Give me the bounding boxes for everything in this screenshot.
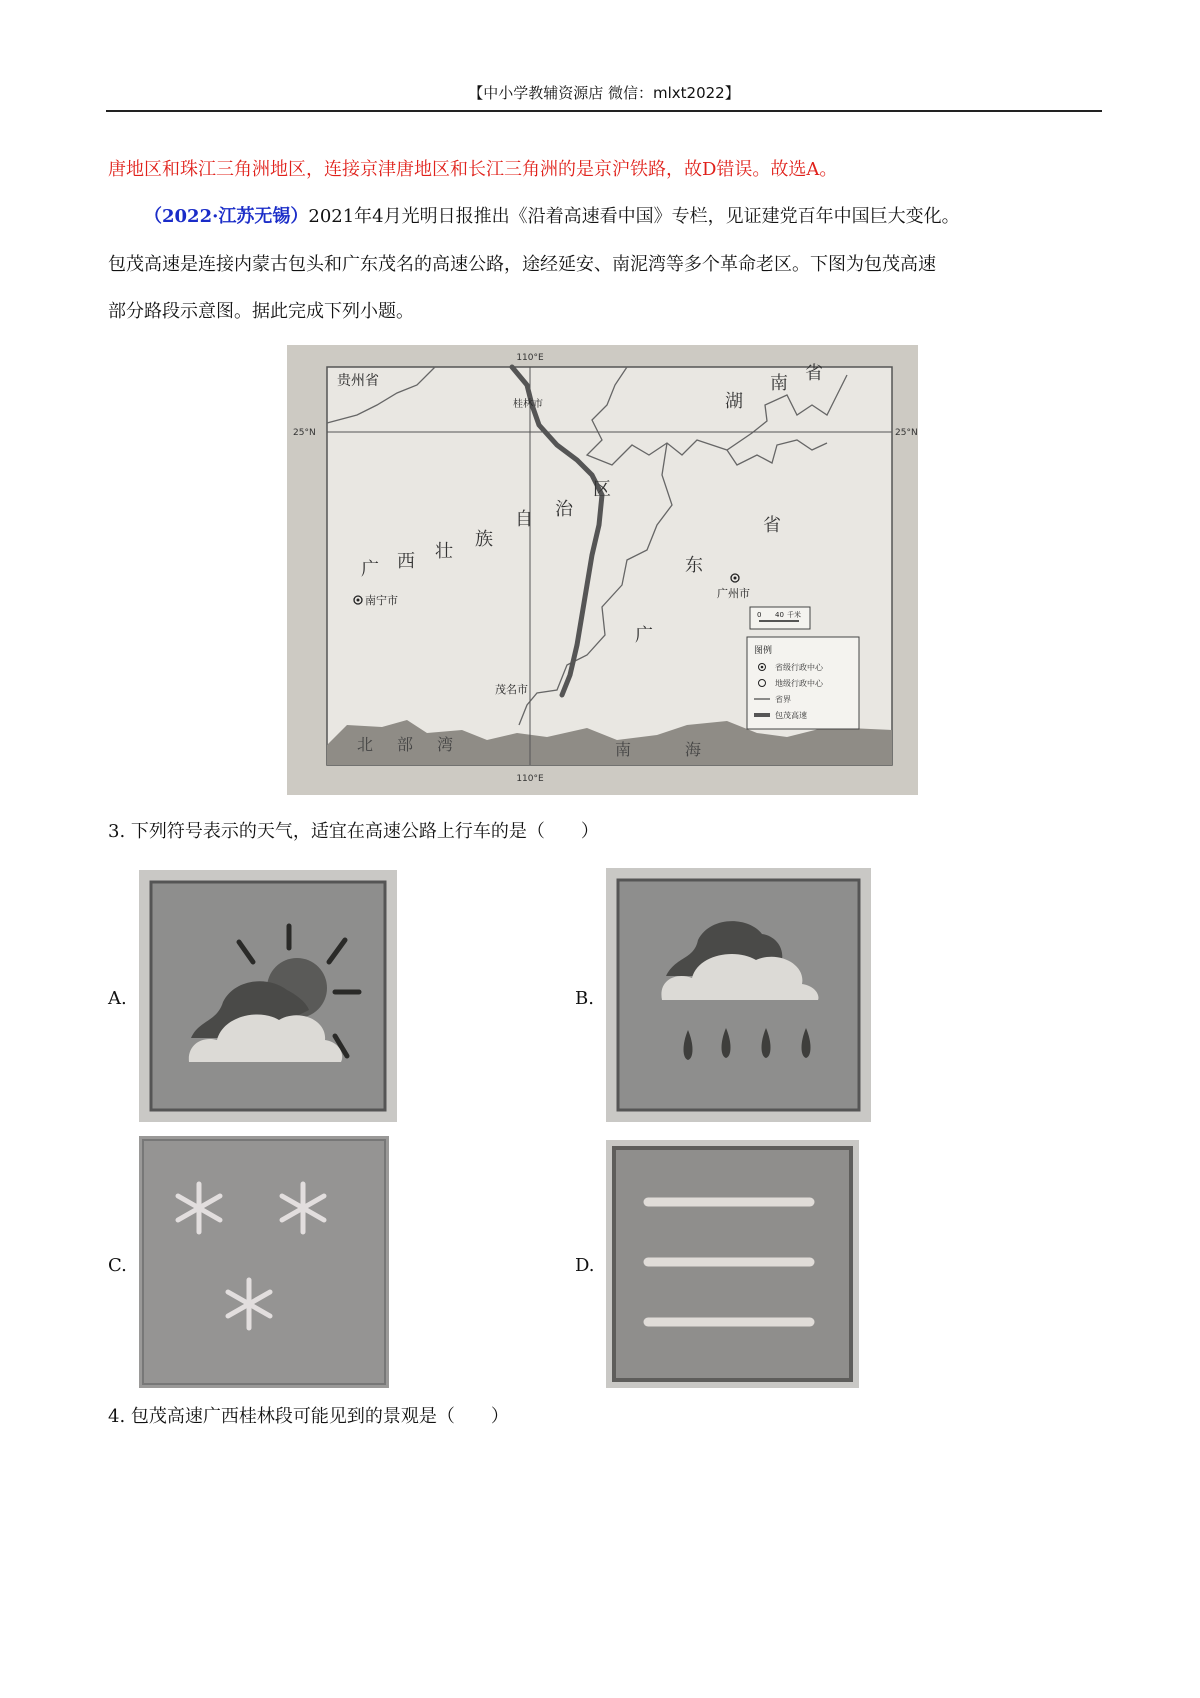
legend-title: 图例 (754, 646, 773, 656)
scale-40: 40 (775, 611, 784, 619)
scale-km: 千米 (787, 611, 801, 619)
beibu-char-1: 北 (357, 735, 374, 754)
hunan-char-1: 湖 (725, 391, 743, 412)
guangxi-char-6: 治 (555, 499, 573, 520)
option-c-letter: C. (108, 1255, 127, 1276)
nanning-dot (357, 599, 360, 602)
legend-item-2: 地级行政中心 (775, 679, 823, 688)
intro-paragraph (108, 205, 1098, 229)
lon-label-top: 110°E (516, 353, 544, 363)
beibu-char-3: 湾 (437, 735, 454, 754)
beibu-char-2: 部 (397, 735, 414, 754)
guangxi-char-3: 壮 (435, 541, 453, 562)
scale-0: 0 (757, 611, 762, 619)
guangzhou-label: 广州市 (717, 587, 750, 600)
question-3: 3. 下列符号表示的天气，适宜在高速公路上行车的是（ ） (108, 821, 599, 842)
hunan-char-3: 省 (805, 363, 823, 384)
guangxi-char-1: 广 (361, 559, 379, 580)
snow-icon (139, 1136, 389, 1392)
legend-item-4: 包茂高速 (775, 711, 807, 720)
guangxi-char-4: 族 (475, 529, 493, 550)
nanning-label: 南宁市 (365, 594, 398, 607)
question-4: 4. 包茂高速广西桂林段可能见到的景观是（ ） (108, 1406, 509, 1427)
option-d-letter: D. (575, 1255, 595, 1276)
guizhou-label: 贵州省 (337, 373, 379, 389)
guangzhou-dot (734, 577, 737, 580)
guangdong-char-2: 东 (685, 555, 703, 576)
option-b-letter: B. (575, 988, 594, 1009)
rain-icon (606, 868, 871, 1126)
nanhai-char-1: 南 (615, 740, 632, 759)
header-rule (106, 110, 1102, 112)
intro-line-2: 包茂高速是连接内蒙古包头和广东茂名的高速公路，途经延安、南泥湾等多个革命老区。下图为包茂高速 (108, 254, 936, 275)
lat-label-right: 25°N (895, 428, 918, 438)
highway-map (287, 345, 918, 795)
hunan-char-2: 南 (770, 373, 788, 394)
answer-line: 唐地区和珠江三角洲地区，连接京津唐地区和长江三角洲的是京沪铁路，故D错误。故选A。 (108, 159, 838, 180)
option-a-letter: A. (108, 988, 127, 1009)
map-legend (747, 637, 859, 729)
legend-item-1: 省级行政中心 (775, 663, 823, 672)
guangxi-char-2: 西 (397, 551, 415, 572)
lon-label-bottom: 110°E (516, 774, 544, 784)
lat-label-left: 25°N (293, 428, 316, 438)
maoming-label: 茂名市 (495, 683, 528, 696)
guangxi-char-5: 自 (515, 509, 533, 530)
guilin-label: 桂林市 (513, 399, 543, 410)
intro-line-1: 2021年4月光明日报推出《沿着高速看中国》专栏，见证建党百年中国巨大变化。 (308, 206, 960, 227)
page-header: 【中小学教辅资源店 微信：mlxt2022】 (468, 84, 740, 102)
fog-icon (606, 1140, 859, 1392)
legend-provincial-dot (761, 666, 764, 669)
nanhai-char-2: 海 (685, 740, 702, 759)
legend-item-3: 省界 (775, 695, 791, 704)
guangdong-char-3: 省 (763, 515, 781, 536)
question-source: （2022·江苏无锡） (144, 206, 309, 227)
intro-line-3: 部分路段示意图。据此完成下列小题。 (108, 301, 414, 322)
guangxi-char-7: 区 (593, 479, 611, 500)
scale-bar (750, 607, 810, 629)
partly-cloudy-icon (139, 870, 397, 1126)
guangdong-char-1: 广 (635, 625, 653, 646)
